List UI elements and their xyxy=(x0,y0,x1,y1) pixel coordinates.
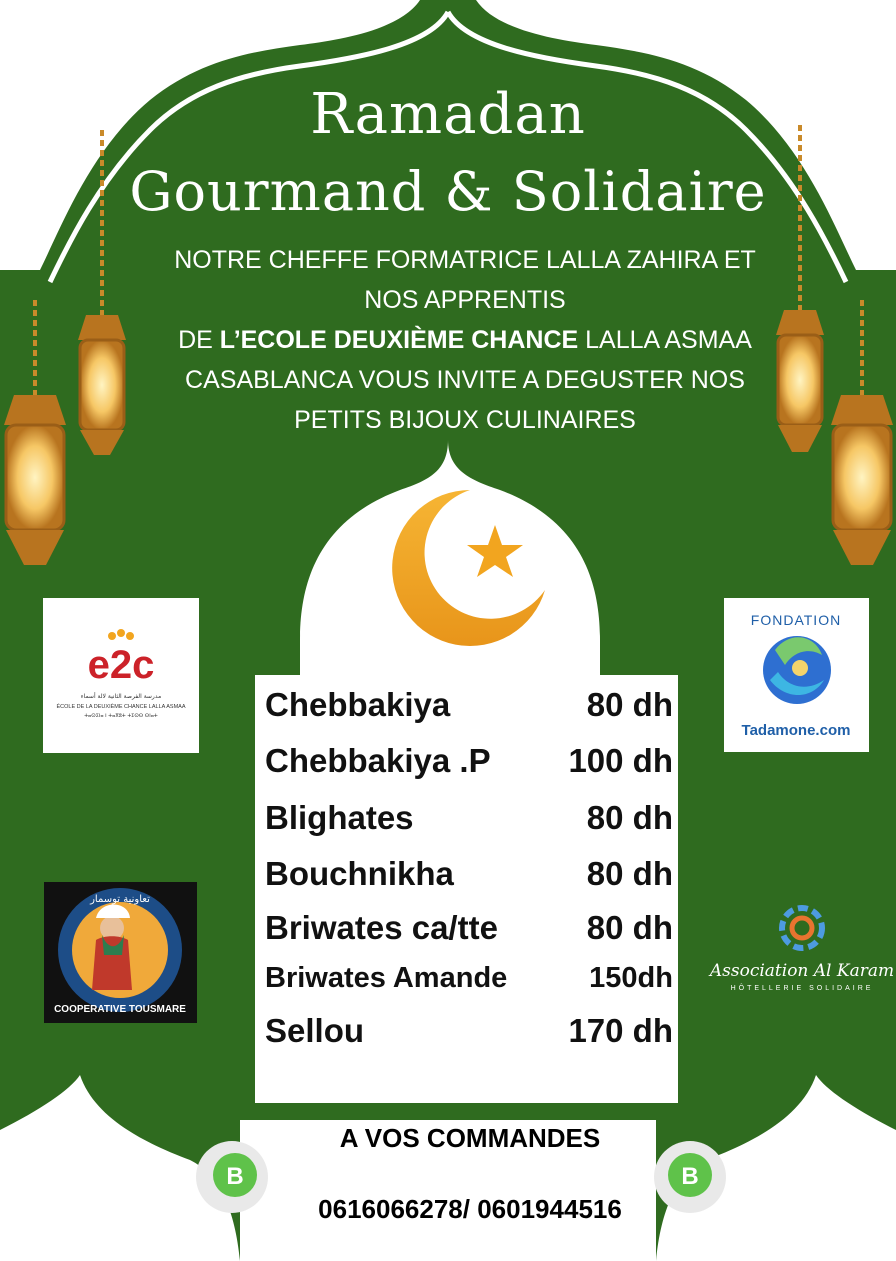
subtitle-line-3: DE L’ECOLE DEUXIÈME CHANCE LALLA ASMAA xyxy=(178,326,752,354)
school-name: L’ECOLE DEUXIÈME CHANCE xyxy=(219,326,579,354)
logo-e2c xyxy=(43,598,199,753)
title-line-1: Ramadan xyxy=(310,82,586,147)
subtitle-line-4: CASABLANCA VOUS INVITE A DEGUSTER NOS xyxy=(185,366,745,394)
title-line-2: Gourmand & Solidaire xyxy=(129,160,767,223)
menu-item xyxy=(265,855,675,905)
menu-item-name: Briwates ca/tte xyxy=(265,909,498,946)
subtitle xyxy=(120,240,810,440)
alkaram-logo-tagline: HÔTELLERIE SOLIDAIRE xyxy=(730,985,874,992)
menu-item-price: 80 dh xyxy=(586,686,673,723)
menu-item xyxy=(265,909,675,959)
menu-item-name: Briwates Amande xyxy=(265,962,508,994)
e2c-logo-text: ÉCOLE DE LA DEUXIÈME CHANCE LALLA ASMAA xyxy=(56,704,186,710)
menu-item-name: Chebbakiya xyxy=(265,686,451,723)
menu-item-price: 150dh xyxy=(589,962,673,994)
subtitle-line-1: NOTRE CHEFFE FORMATRICE LALLA ZAHIRA ET xyxy=(174,246,756,274)
menu-item-price: 80 dh xyxy=(586,909,673,946)
whatsapp-icon-right-glyph: B xyxy=(681,1163,699,1190)
menu-item-price: 170 dh xyxy=(568,1012,673,1049)
menu-item xyxy=(265,962,675,1012)
logo-cooperative-tousmare xyxy=(44,882,197,1023)
e2c-logo-tifinagh: ⵜⴰⵙⵉⵏⴰ ⵏ ⵜⴰⴳⵓⵜ ⵜⵉⵙⵙ ⵙⵏⴰⵜ xyxy=(84,713,158,719)
menu-item-price: 80 dh xyxy=(586,855,673,892)
menu-item xyxy=(265,742,675,792)
menu-item xyxy=(265,686,675,736)
menu-item-name: Bouchnikha xyxy=(265,855,454,892)
menu-item-price: 80 dh xyxy=(586,799,673,836)
logo-fondation-tadamone xyxy=(724,598,869,752)
footer-phone-numbers[interactable]: 0616066278/ 0601944516 xyxy=(318,1194,622,1224)
footer-title: A VOS COMMANDES xyxy=(339,1123,601,1153)
menu-item-name: Blighates xyxy=(265,799,414,836)
cooperative-logo-arabic: تعاونية توسمار xyxy=(90,894,150,905)
menu-item-price: 100 dh xyxy=(568,742,673,779)
cooperative-logo-text: COOPERATIVE TOUSMARE xyxy=(54,1004,186,1015)
menu-item xyxy=(265,1012,675,1062)
fondation-logo-text: FONDATION xyxy=(750,612,842,628)
alkaram-logo-text: Association Al Karam xyxy=(709,961,895,981)
menu-item-name: Sellou xyxy=(265,1012,365,1049)
e2c-logo-arabic: مدرسة الفرصة الثانية لالة أسماء xyxy=(80,693,162,700)
menu-item xyxy=(265,799,675,849)
tadamone-logo-text: Tadamone.com xyxy=(741,722,851,739)
whatsapp-icon-left[interactable] xyxy=(196,1141,268,1213)
whatsapp-icon-left-glyph: B xyxy=(226,1163,244,1190)
subtitle-line-5: PETITS BIJOUX CULINAIRES xyxy=(294,406,636,434)
e2c-logo-mark: e2c xyxy=(87,643,155,687)
subtitle-line-2: NOS APPRENTIS xyxy=(364,286,566,314)
menu-item-name: Chebbakiya .P xyxy=(265,742,491,779)
